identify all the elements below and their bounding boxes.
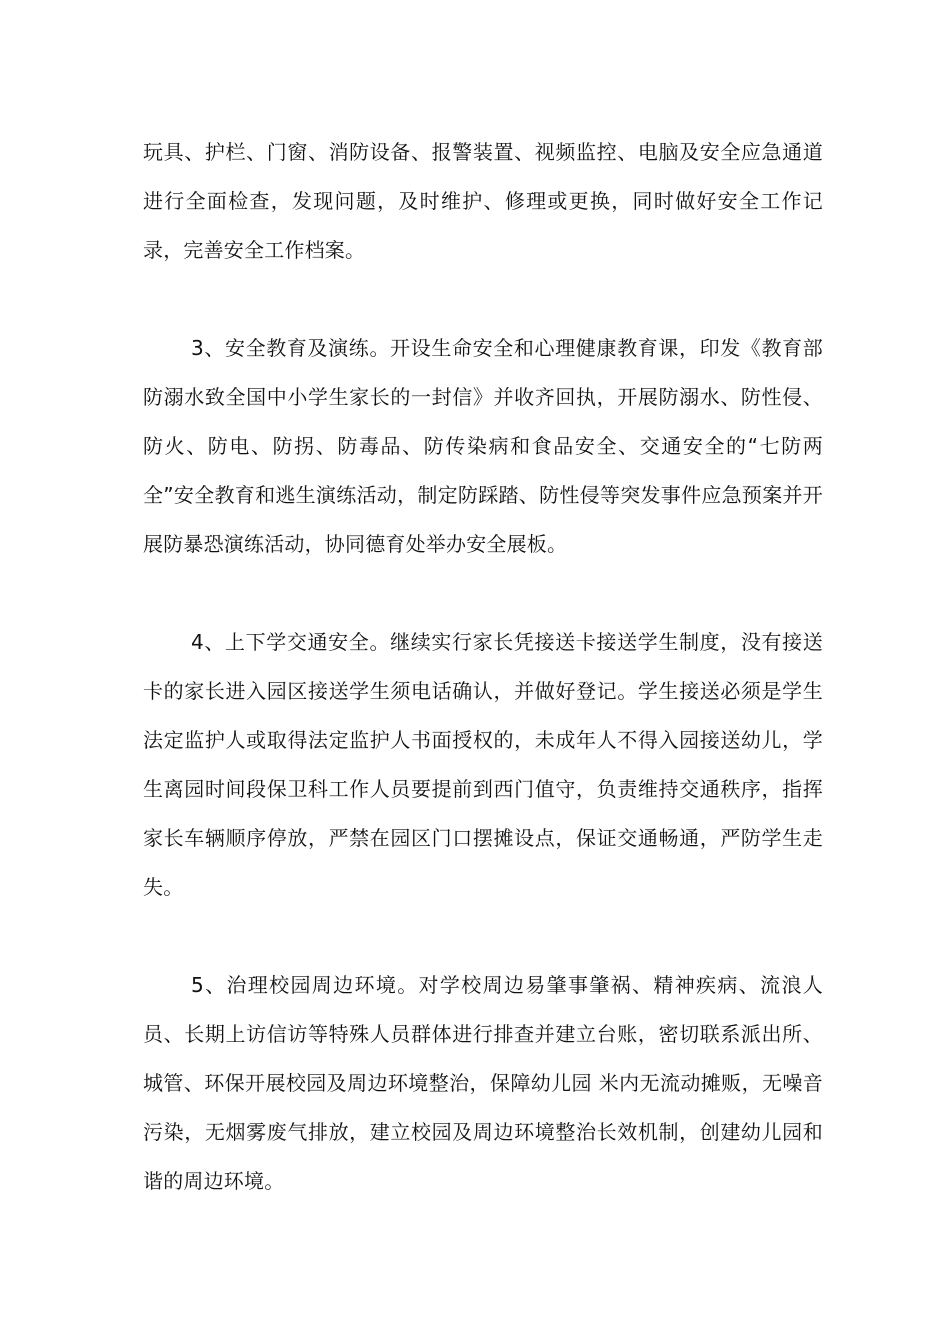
paragraph-continuation: 玩具、护栏、门窗、消防设备、报警装置、视频监控、电脑及安全应急通道进行全面检查，发现问题，及时维护、修理或更换，同时做好安全工作记录，完善安全工作档案。 [143,140,823,262]
document-body [143,128,823,1206]
paragraph-campus-environment: 5、治理校园周边环境。对学校周边易肇事肇祸、精神疾病、流浪人员、长期上访信访等特殊人员群体进行排查并建立台账，密切联系派出所、城管、环保开展校园及周边环境整治，保障幼儿园 米内无流动摊贩，无噪音污染，无烟雾废气排放，建立校园及周边环境整治长效机制，创建幼儿园和谐的周边环境。 [143,973,823,1193]
paragraph-traffic-safety: 4、上下学交通安全。继续实行家长凭接送卡接送学生制度，没有接送卡的家长进入园区接送学生须电话确认，并做好登记。学生接送必须是学生法定监护人或取得法定监护人书面授权的，未成年人不得入园接送幼儿，学生离园时间段保卫科工作人员要提前到西门值守，负责维持交通秩序，指挥家长车辆顺序停放，严禁在园区门口摆摊设点，保证交通畅通，严防学生走失。 [143,630,823,899]
paragraph-safety-education: 3、安全教育及演练。开设生命安全和心理健康教育课，印发《教育部防溺水致全国中小学生家长的一封信》并收齐回执，开展防溺水、防性侵、防火、防电、防拐、防毒品、防传染病和食品安全、交通安全的“七防两全”安全教育和逃生演练活动，制定防踩踏、防性侵等突发事件应急预案并开展防暴恐演练活动，协同德育处举办安全展板。 [143,336,823,556]
